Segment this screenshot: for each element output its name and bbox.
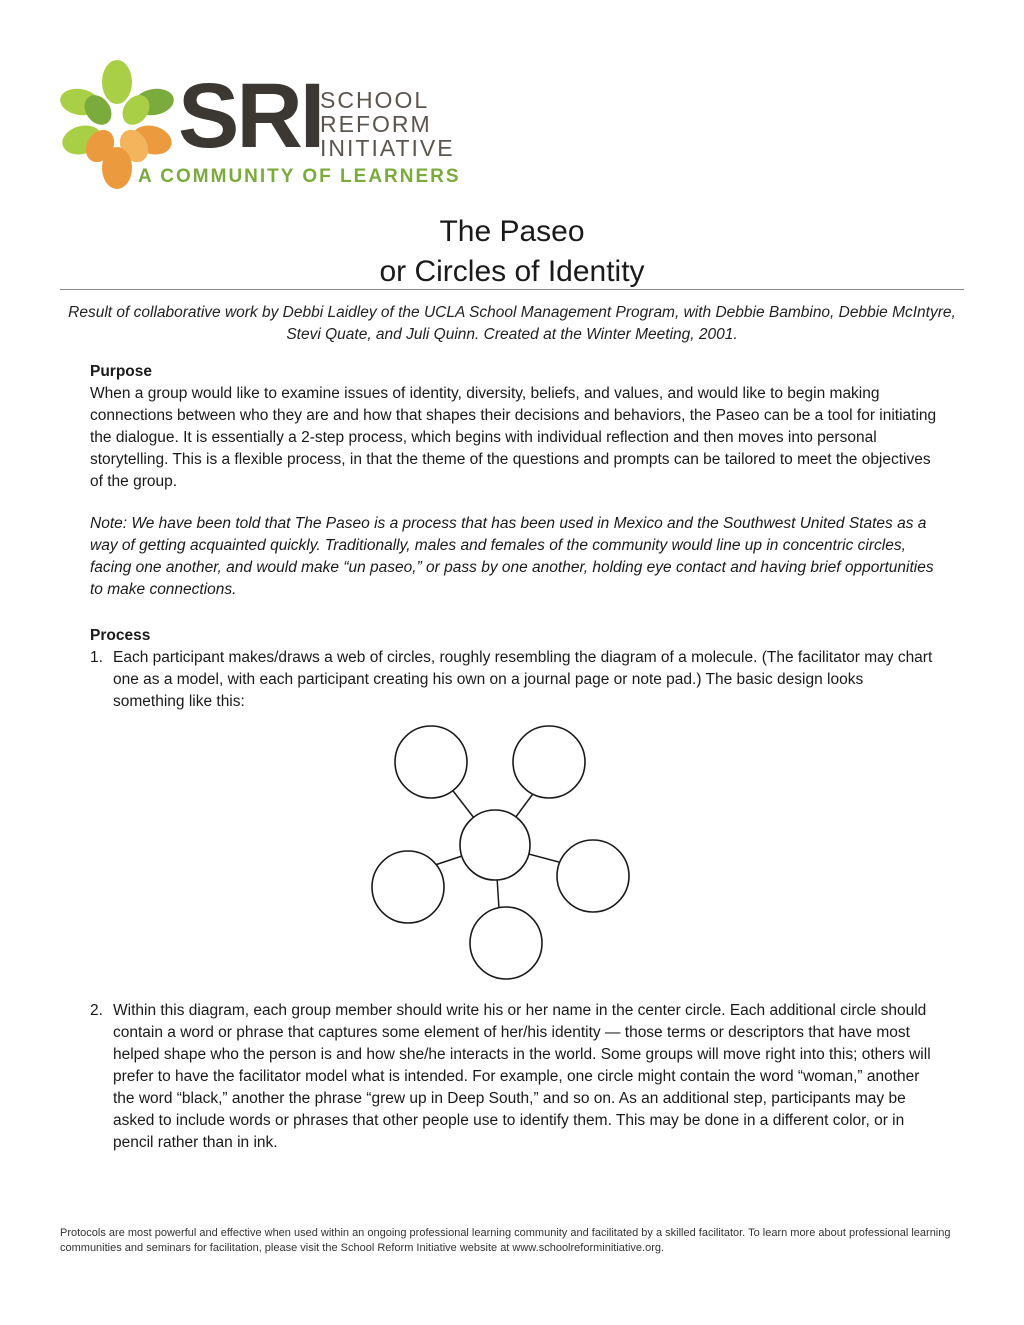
- logo-word-initiative: INITIATIVE: [320, 135, 455, 161]
- purpose-heading: Purpose: [90, 363, 153, 380]
- logo-words: [320, 88, 455, 160]
- outer-circle: [470, 907, 542, 979]
- logo-tagline: A COMMUNITY OF LEARNERS: [138, 166, 461, 187]
- purpose-body: When a group would like to examine issues of identity, diversity, beliefs, and values, and would like to begin making connections between who they are and how that shapes their decisions and behaviors, the Paseo can be a tool for initiating the dialogue. It is essentially a 2-step process, which begins with individual reflection and then moves into personal storytelling. This is a flexible process, in that the theme of the questions and prompts can be tailored to meet the objectives of the group.: [90, 385, 937, 490]
- page-title-line-2: or Circles of Identity: [379, 255, 645, 288]
- list-text: Within this diagram, each group member should write his or her name in the center circle. Each additional circle should contain a word or phrase that captures some element of her/his identity — those terms or descriptors that have most helped shape who the person is and how she/he interacts in the world. Some groups will move right into this; others will prefer to have the facilitator model what is intended. For example, one circle might contain the word “woman,” another the word “black,” another the phrase “grew up in Deep South,” and so on. As an additional step, participants may be asked to include words or phrases that other people use to identify them. This may be done in a different color, or in pencil rather than in ink.: [113, 1002, 931, 1151]
- identity-circles-diagram: [360, 715, 650, 995]
- process-heading: Process: [90, 627, 151, 644]
- logo-word-school: SCHOOL: [320, 87, 430, 113]
- outer-circle: [395, 726, 467, 798]
- credit-text: Result of collaborative work by Debbi Laidley of the UCLA School Management Program, with Debbie Bambino, Debbie McIntyre, Stevi Quate, and Juli Quinn. Created at the Winter Meeting, 2001.: [68, 304, 956, 343]
- outer-circle: [513, 726, 585, 798]
- sri-logo: [58, 60, 478, 195]
- list-number: 2.: [90, 1002, 103, 1019]
- purpose-section: [90, 361, 940, 493]
- page-title-line-1: The Paseo: [439, 215, 585, 248]
- center-circle: [460, 810, 530, 880]
- footer-text: Protocols are most powerful and effective when used within an ongoing professional learning community and facilitated by a skilled facilitator. To learn more about professional learning communities and seminars for facilitation, please visit the School Reform Initiative website at www.schoolreforminitiative.org.: [60, 1227, 951, 1254]
- title-divider: [60, 289, 964, 290]
- logo-word-reform: REFORM: [320, 111, 432, 137]
- outer-circle: [557, 840, 629, 912]
- list-text: Each participant makes/draws a web of circles, roughly resembling the diagram of a molecule. (The facilitator may chart one as a model, with each participant creating his own on a journal page or note pad.) The basic design looks something like this:: [113, 649, 933, 710]
- list-number: 1.: [90, 649, 103, 666]
- logo-letters: SRI: [178, 65, 323, 167]
- purpose-note: Note: We have been told that The Paseo is a process that has been used in Mexico and the Southwest United States as a way of getting acquainted quickly. Traditionally, males and females of the community would line up in concentric circles, facing one another, and would make “un paseo,” or pass by one another, holding eye contact and having brief opportunities to make connections.: [90, 515, 934, 598]
- outer-circle: [372, 851, 444, 923]
